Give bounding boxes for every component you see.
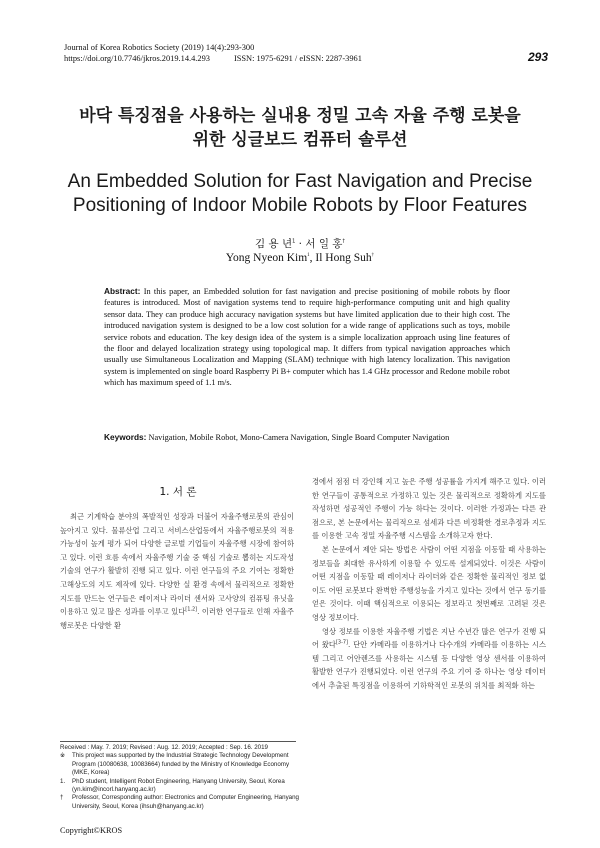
english-title-line: Positioning of Indoor Mobile Robots by Floor Features — [72, 195, 528, 216]
footnote-text: This project was supported by the Industrial Strategic Technology Development Program (10080638, 10083664) funded by the Ministry of Knowledge Economy (MKE, Korea) — [72, 752, 290, 777]
paragraph-text: 최근 기계학습 분야의 폭발적인 성장과 더불어 자율주행로봇의 관심이 높아지고 있다. 물류산업 그리고 서비스산업등에서 자율주행로봇의 적용가능성이 높게 평가 되어 다양한 글로벌 기업들이 자율주행 시장에 참여하고 있다. 이런 흐름 속에서 자율주행 기술 중 핵심 기술로 뽑히는 지도작성 기술의 연구가 활발히 진행 되고 있다. 이런 연구들의 주요 기여는 정확한 고해상도의 지도 제작에 있다. 다양한 실 환경 속에서 물리적으로 정확한 지도를 만드는 연구들은 레이저나 라이더 센서와 고사양의 컴퓨팅 유닛을 이용하고 있고 많은 성과를 이루고 있다 — [60, 512, 294, 617]
author-2-korean: 서 일 홍 — [305, 238, 343, 250]
received-dates: Received : May. 7. 2019; Revised : Aug. 12. 2019; Accepted : Sep. 16. 2019 — [60, 744, 268, 751]
keywords — [104, 432, 524, 443]
paragraph — [312, 625, 546, 693]
paragraph-text: . 단안 카메라를 이용하거나 다수개의 카메라를 이용하는 시스템 그리고 어안렌즈를 사용하는 시스템 등 다양한 영상 센서를 이용하여 활발한 연구가 진행되었다. 이런 연구의 주요 기여 중 하나는 영상 데이터에서 추출된 특징점을 이용하여 기하학적인 로봇의 위치를 최적화 하는 — [312, 640, 547, 690]
author-1-mark: 1 — [292, 238, 296, 245]
keywords-label: Keywords: — [104, 432, 147, 442]
footnote-project — [60, 752, 300, 777]
copyright-notice: Copyright©KROS — [60, 826, 123, 835]
author-separator: , — [309, 252, 316, 264]
korean-title-line: 위한 싱글보드 컴퓨터 솔루션 — [192, 130, 408, 150]
footnote-mark: 1. — [60, 777, 66, 785]
korean-title-line: 바닥 특징점을 사용하는 실내용 정밀 고속 자율 주행 로봇을 — [79, 106, 521, 126]
citation[interactable]: [1,2] — [185, 606, 198, 613]
keywords-text: Navigation, Mobile Robot, Mono-Camera Navigation, Single Board Computer Navigation — [148, 433, 450, 442]
korean-title — [40, 104, 560, 152]
paragraph-text: 영상 정보를 이용한 자율주행 기법은 지난 수년간 많은 연구가 진행 되어 왔다 — [312, 626, 546, 650]
english-title — [40, 170, 560, 218]
author-1-korean: 김 용 년 — [255, 238, 293, 250]
footnote-author-1 — [60, 778, 300, 795]
author-1-mark: 1 — [307, 253, 310, 259]
page-number: 293 — [527, 50, 548, 64]
authors-english — [0, 252, 600, 264]
footnote-divider — [60, 741, 296, 742]
author-separator: · — [295, 238, 306, 250]
journal-header — [64, 42, 548, 64]
author-2-mark: † — [371, 253, 375, 259]
citation[interactable]: [3-7] — [335, 639, 349, 646]
author-1-english: Yong Nyeon Kim — [225, 252, 308, 264]
section-title: 1. 서 론 — [159, 486, 197, 498]
footnote-mark: † — [60, 794, 64, 802]
abstract-text: In this paper, an Embedded solution for fast navigation and precise positioning of mobile robots by floor features is introduced. Most of navigation systems tend to require high-performance computing unit and high quality sensor data. They can produce high accuracy navigation systems but have limited application due to their high cost. The introduced navigation system is designed to be a low cost solution for a wide range of applications such as toys, mobile service robots and education. The key design idea of the system is a simple localization approach using line features of the floor and delayed localization strategy using topological map. It differs from typical navigation approaches which usually use Simultaneous Localization and Mapping (SLAM) technique with high latency localization. This navigation system is implemented on single board Raspberry Pi B+ computer which has 1.4 GHz processor and Redone mobile robot which has maximum speed of 1.1 m/s. — [104, 287, 510, 388]
footnote-text: Professor, Corresponding author: Electronics and Computer Engineering, Hanyang University, Seoul, Korea (ihsuh@hanyang.ac.kr) — [72, 794, 300, 810]
paragraph-text: . 이러한 연구들로 인해 자율주행로봇은 다양한 환 — [60, 607, 294, 630]
footnote-mark: ※ — [60, 752, 66, 760]
authors-korean — [0, 236, 600, 251]
author-2-english: Il Hong Suh — [315, 252, 372, 264]
body-column-left — [60, 510, 294, 632]
english-title-line: An Embedded Solution for Fast Navigation and Precise — [67, 171, 533, 192]
paragraph — [60, 510, 294, 632]
issn-text: ISSN: 1975-6291 / eISSN: 2287-3961 — [233, 54, 362, 63]
footnotes — [60, 744, 300, 811]
abstract-label: Abstract: — [104, 286, 141, 296]
paragraph: 경에서 점점 더 강인해 지고 높은 주행 성공률을 가지게 해주고 있다. 이러한 연구들이 공통적으로 가정하고 있는 것은 물리적으로 정확하게 지도를 작성하면 성공적인 주행이 가능 하다는 것이다. 이러한 가정과는 다른 관점으로, 본 논문에서는 물리적으로 섬세과 다른 비정확한 경로추정과 지도를 이용한 고속 정밀 자율주행 시스템을 소개하고자 한다. — [312, 477, 546, 541]
footnote-text: PhD student, Intelligent Robot Engineering, Hanyang University, Seoul, Korea (yn.kim@incorl.hanyang.ac.kr) — [72, 777, 285, 794]
footnote-author-2 — [60, 794, 300, 811]
paragraph: 본 논문에서 제안 되는 방법은 사람이 어떤 지점을 이동할 때 사용하는 정보들을 최대한 유사하게 이용할 수 있도록 설계되었다. 이것은 사람이 어떤 지점을 이동할 때 레이저나 라이더와 같은 정확한 물리적인 정보 없이도 어떤 로봇보다 완벽한 주행성능을 가지고 있다는 것에서 연구 동기를 얻은 것이다. 이때 핵심적으로 이용되는 정보라고 첫번째로 고려된 것은 영상 정보이다. — [312, 544, 546, 622]
body-column-right — [312, 475, 546, 693]
abstract — [104, 286, 510, 389]
journal-citation: Journal of Korea Robotics Society (2019) 14(4):293-300 — [64, 43, 255, 52]
doi-link[interactable]: https://doi.org/10.7746/jkros.2019.14.4.293 — [64, 54, 210, 63]
author-2-mark: † — [342, 238, 345, 245]
